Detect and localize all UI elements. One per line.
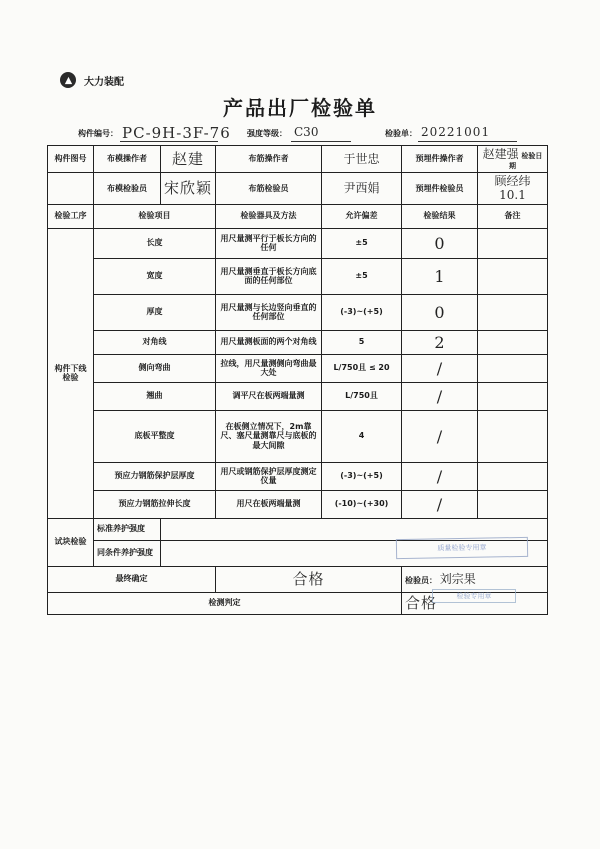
row-item: 底板平整度 bbox=[94, 410, 216, 462]
row-method: 用尺在板两端量测 bbox=[216, 490, 322, 518]
row-result: / bbox=[402, 354, 478, 382]
row-note bbox=[478, 490, 548, 518]
row-note bbox=[478, 228, 548, 258]
final-inspector-label: 检验员： bbox=[405, 576, 437, 586]
strength-label: 强度等级： bbox=[247, 129, 287, 138]
rebar-inspector-label: 布筋检验员 bbox=[216, 172, 322, 204]
final-value: 合格 bbox=[216, 566, 402, 592]
row-note bbox=[478, 294, 548, 330]
inspection-stamp: 检验专用章 bbox=[432, 589, 516, 603]
row-item: 对角线 bbox=[94, 330, 216, 354]
row-method: 用尺或钢筋保护层厚度测定仪量 bbox=[216, 462, 322, 490]
mold-inspector-label: 布模检验员 bbox=[94, 172, 161, 204]
mold-inspector-value: 宋欣颖 bbox=[161, 172, 216, 204]
trial-label: 试块检验 bbox=[48, 518, 94, 566]
row-tolerance: L/750且 ≤ 20 bbox=[322, 354, 402, 382]
component-drawing-label: 构件图号 bbox=[48, 146, 94, 173]
row-tolerance: L/750且 bbox=[322, 382, 402, 410]
strength-underline bbox=[291, 141, 351, 142]
component-no-underline bbox=[120, 141, 218, 142]
row-item: 翘曲 bbox=[94, 382, 216, 410]
row-note bbox=[478, 462, 548, 490]
row-item: 厚度 bbox=[94, 294, 216, 330]
row-note bbox=[478, 354, 548, 382]
row-tolerance: (-3)~(+5) bbox=[322, 462, 402, 490]
table-row bbox=[48, 228, 548, 258]
quality-stamp: 质量检验专用章 bbox=[396, 537, 528, 559]
row-result: 0 bbox=[402, 228, 478, 258]
result-column-header: 检验结果 bbox=[402, 204, 478, 228]
row-item: 宽度 bbox=[94, 258, 216, 294]
blank-cell bbox=[48, 172, 94, 204]
table-row bbox=[48, 410, 548, 462]
component-no-label: 构件编号： bbox=[78, 129, 118, 138]
row-item: 预应力钢筋保护层厚度 bbox=[94, 462, 216, 490]
date-underline bbox=[418, 141, 517, 142]
mold-operator-label: 布模操作者 bbox=[94, 146, 161, 173]
row-item: 长度 bbox=[94, 228, 216, 258]
row-method: 拉线，用尺量测侧向弯曲最大处 bbox=[216, 354, 322, 382]
row-method: 用尺量测平行于板长方向的任何 bbox=[216, 228, 322, 258]
mold-operator-value: 赵建 bbox=[161, 146, 216, 173]
judgement-label: 检测判定 bbox=[48, 592, 402, 614]
row-method: 在板侧立情况下，2m靠尺、塞尺量测靠尺与底板的最大间隙 bbox=[216, 410, 322, 462]
row-tolerance: ±5 bbox=[322, 228, 402, 258]
row-note bbox=[478, 258, 548, 294]
rebar-operator-value: 于世忠 bbox=[322, 146, 402, 173]
header-row-2 bbox=[48, 172, 548, 204]
row-item: 侧向弯曲 bbox=[94, 354, 216, 382]
row-tolerance: 5 bbox=[322, 330, 402, 354]
table-row bbox=[48, 294, 548, 330]
table-row bbox=[48, 382, 548, 410]
row-result: 2 bbox=[402, 330, 478, 354]
row-method: 用尺量测板面的两个对角线 bbox=[216, 330, 322, 354]
process-column-header: 检验工序 bbox=[48, 204, 94, 228]
embed-operator-label: 预埋件操作者 bbox=[402, 146, 478, 173]
row-method: 用尺量测垂直于板长方向底面的任何部位 bbox=[216, 258, 322, 294]
method-column-header: 检验器具及方法 bbox=[216, 204, 322, 228]
tolerance-column-header: 允许偏差 bbox=[322, 204, 402, 228]
table-row bbox=[48, 258, 548, 294]
table-row bbox=[48, 490, 548, 518]
form-title: 产品出厂检验单 bbox=[223, 96, 377, 120]
component-no-value: PC-9H-3F-76 bbox=[122, 124, 231, 142]
group-label: 构件下线检验 bbox=[48, 228, 94, 518]
row-method: 调平尺在板两端量测 bbox=[216, 382, 322, 410]
header-row-1 bbox=[48, 146, 548, 173]
table-row bbox=[48, 330, 548, 354]
company-logo-icon bbox=[60, 72, 76, 88]
row-result: / bbox=[402, 382, 478, 410]
table-row bbox=[48, 462, 548, 490]
strength-value: C30 bbox=[294, 125, 319, 139]
row-note bbox=[478, 382, 548, 410]
rebar-operator-label: 布筋操作者 bbox=[216, 146, 322, 173]
final-inspector-value: 刘宗果 bbox=[439, 572, 476, 587]
row-result: / bbox=[402, 462, 478, 490]
trial-standard-label: 标准养护强度 bbox=[94, 518, 161, 540]
row-note bbox=[478, 410, 548, 462]
row-method: 用尺量测与长边竖向垂直的任何部位 bbox=[216, 294, 322, 330]
row-item: 预应力钢筋拉伸长度 bbox=[94, 490, 216, 518]
row-result: / bbox=[402, 490, 478, 518]
inspection-date-label-cell bbox=[478, 146, 548, 173]
date-value: 20221001 bbox=[421, 125, 491, 139]
row-note bbox=[478, 330, 548, 354]
judgement-value: 合格 bbox=[402, 592, 548, 614]
embed-inspector-label: 预埋件检验员 bbox=[402, 172, 478, 204]
row-result: / bbox=[402, 410, 478, 462]
table-row bbox=[48, 354, 548, 382]
embed-inspector-value: 顾经纬 bbox=[494, 173, 531, 188]
column-header-row bbox=[48, 204, 548, 228]
date-label: 检验单： bbox=[385, 129, 417, 138]
company-logo bbox=[60, 72, 124, 88]
embed-operator-value: 赵建强 bbox=[482, 147, 519, 161]
row-result: 0 bbox=[402, 294, 478, 330]
row-tolerance: (-3)~(+5) bbox=[322, 294, 402, 330]
inspection-date-label: 检验日期 bbox=[509, 152, 543, 171]
row-result: 1 bbox=[402, 258, 478, 294]
row-tolerance: 4 bbox=[322, 410, 402, 462]
rebar-inspector-value: 尹西娟 bbox=[322, 172, 402, 204]
row-tolerance: (-10)~(+30) bbox=[322, 490, 402, 518]
row-tolerance: ±5 bbox=[322, 258, 402, 294]
company-name: 大力装配 bbox=[84, 76, 124, 88]
item-column-header: 检验项目 bbox=[94, 204, 216, 228]
inspection-date-value: 10.1 bbox=[499, 188, 526, 203]
note-column-header: 备注 bbox=[478, 204, 548, 228]
final-label: 最终确定 bbox=[48, 566, 216, 592]
trial-same-label: 同条件养护强度 bbox=[94, 540, 161, 566]
embed-inspector-date-cell bbox=[478, 172, 548, 204]
